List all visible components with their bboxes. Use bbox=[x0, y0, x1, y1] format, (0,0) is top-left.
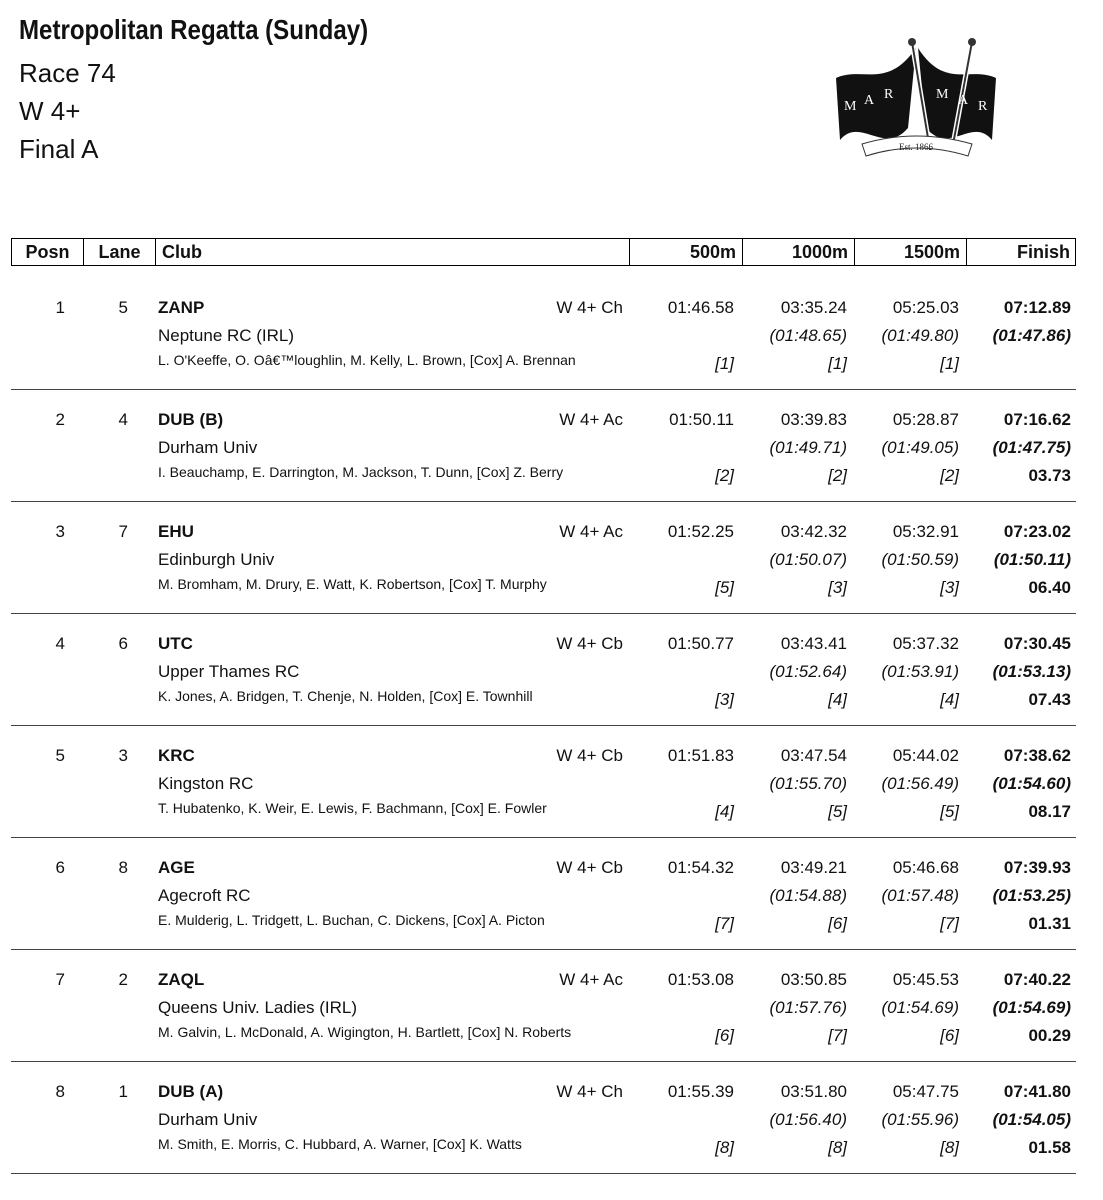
result-club-code: KRC bbox=[158, 746, 195, 765]
finish-margin: 07.43 bbox=[1028, 690, 1071, 709]
finish-time: 07:39.93 bbox=[1003, 858, 1071, 877]
result-club-name: Durham Univ bbox=[158, 438, 258, 457]
rank-500m: [8] bbox=[715, 1138, 734, 1157]
finish-margin: 00.29 bbox=[1028, 1026, 1071, 1045]
result-posn: 1 bbox=[55, 298, 65, 317]
result-crew: T. Hubatenko, K. Weir, E. Lewis, F. Bachmann, [Cox] E. Fowler bbox=[158, 800, 547, 816]
result-row bbox=[11, 838, 1076, 950]
result-crew: L. O'Keeffe, O. Oâ€™loughlin, M. Kelly, L. Brown, [Cox] A. Brennan bbox=[158, 352, 576, 368]
column-500m: 500m bbox=[629, 239, 742, 265]
split-1500m: 05:44.02 bbox=[892, 746, 959, 765]
split-500m: 01:51.83 bbox=[667, 746, 734, 765]
rank-1000m: [1] bbox=[828, 354, 847, 373]
finish-time: 07:30.45 bbox=[1003, 634, 1071, 653]
split-1000m: 03:49.21 bbox=[780, 858, 847, 877]
split-500m: 01:53.08 bbox=[667, 970, 734, 989]
svg-text:R: R bbox=[884, 87, 894, 102]
result-category: W 4+ Ch bbox=[556, 298, 623, 317]
rank-1500m: [6] bbox=[940, 1026, 959, 1045]
split-time-1000m: (01:55.70) bbox=[769, 774, 847, 793]
result-category: W 4+ Ch bbox=[556, 1082, 623, 1101]
result-lane: 4 bbox=[118, 410, 128, 429]
rank-500m: [2] bbox=[715, 466, 734, 485]
column-club: Club bbox=[155, 239, 629, 265]
rank-500m: [4] bbox=[715, 802, 734, 821]
result-club-name: Durham Univ bbox=[158, 1110, 258, 1129]
split-1500m: 05:45.53 bbox=[892, 970, 959, 989]
result-club-name: Kingston RC bbox=[158, 774, 254, 793]
result-lane: 5 bbox=[118, 298, 128, 317]
split-500m: 01:52.25 bbox=[667, 522, 734, 541]
split-time-finish: (01:53.25) bbox=[992, 886, 1071, 905]
rank-1500m: [8] bbox=[940, 1138, 959, 1157]
row-divider bbox=[11, 1173, 1076, 1174]
result-lane: 2 bbox=[118, 970, 128, 989]
result-category: W 4+ Ac bbox=[559, 522, 623, 541]
finish-margin: 01.31 bbox=[1028, 914, 1071, 933]
svg-text:A: A bbox=[958, 93, 969, 108]
result-row bbox=[11, 614, 1076, 726]
result-club-code: EHU bbox=[158, 522, 194, 541]
rank-1500m: [3] bbox=[940, 578, 959, 597]
split-time-finish: (01:47.86) bbox=[992, 326, 1071, 345]
rank-1000m: [4] bbox=[828, 690, 847, 709]
result-category: W 4+ Cb bbox=[556, 746, 623, 765]
result-club-name: Queens Univ. Ladies (IRL) bbox=[158, 998, 358, 1017]
split-time-finish: (01:54.05) bbox=[992, 1110, 1071, 1129]
split-time-1500m: (01:54.69) bbox=[881, 998, 959, 1017]
split-1500m: 05:37.32 bbox=[892, 634, 959, 653]
result-club-code: ZANP bbox=[158, 298, 205, 317]
regatta-logo bbox=[832, 36, 1000, 158]
split-500m: 01:46.58 bbox=[667, 298, 734, 317]
result-posn: 6 bbox=[55, 858, 65, 877]
split-time-1500m: (01:50.59) bbox=[881, 550, 959, 569]
finish-margin: 03.73 bbox=[1028, 466, 1071, 485]
result-row bbox=[11, 950, 1076, 1062]
result-club-code: DUB (B) bbox=[158, 410, 224, 429]
result-crew: K. Jones, A. Bridgen, T. Chenje, N. Holden, [Cox] E. Townhill bbox=[158, 688, 533, 704]
split-time-1000m: (01:56.40) bbox=[769, 1110, 847, 1129]
split-time-1500m: (01:57.48) bbox=[881, 886, 959, 905]
result-club-code: AGE bbox=[158, 858, 195, 877]
finish-time: 07:38.62 bbox=[1003, 746, 1071, 765]
event-name: W 4+ bbox=[19, 96, 81, 126]
rank-1000m: [2] bbox=[828, 466, 847, 485]
split-time-finish: (01:53.13) bbox=[992, 662, 1071, 681]
result-crew: M. Galvin, L. McDonald, A. Wigington, H. Bartlett, [Cox] N. Roberts bbox=[158, 1024, 572, 1040]
rank-1500m: [4] bbox=[940, 690, 959, 709]
split-time-1500m: (01:53.91) bbox=[881, 662, 959, 681]
split-time-1000m: (01:54.88) bbox=[769, 886, 847, 905]
rank-1000m: [3] bbox=[828, 578, 847, 597]
split-time-1000m: (01:50.07) bbox=[769, 550, 847, 569]
split-1000m: 03:51.80 bbox=[780, 1082, 847, 1101]
result-posn: 2 bbox=[55, 410, 65, 429]
result-posn: 7 bbox=[55, 970, 65, 989]
results-table-header bbox=[11, 238, 1076, 266]
rank-1500m: [5] bbox=[940, 802, 959, 821]
result-club-name: Agecroft RC bbox=[158, 886, 251, 905]
split-1000m: 03:47.54 bbox=[780, 746, 847, 765]
column-lane: Lane bbox=[83, 239, 155, 265]
split-time-1000m: (01:49.71) bbox=[769, 438, 847, 457]
svg-text:R: R bbox=[978, 99, 988, 114]
result-row bbox=[11, 726, 1076, 838]
split-time-1500m: (01:49.80) bbox=[881, 326, 959, 345]
result-crew: E. Mulderig, L. Tridgett, L. Buchan, C. Dickens, [Cox] A. Picton bbox=[158, 912, 545, 928]
split-1000m: 03:43.41 bbox=[780, 634, 847, 653]
split-time-1500m: (01:55.96) bbox=[881, 1110, 959, 1129]
finish-margin: 06.40 bbox=[1028, 578, 1071, 597]
result-club-name: Neptune RC (IRL) bbox=[158, 326, 295, 345]
result-lane: 3 bbox=[118, 746, 128, 765]
result-row bbox=[11, 502, 1076, 614]
split-500m: 01:55.39 bbox=[667, 1082, 734, 1101]
split-time-1500m: (01:56.49) bbox=[881, 774, 959, 793]
split-1500m: 05:46.68 bbox=[892, 858, 959, 877]
rank-1500m: [1] bbox=[940, 354, 959, 373]
result-club-code: ZAQL bbox=[158, 970, 205, 989]
result-crew: I. Beauchamp, E. Darrington, M. Jackson, T. Dunn, [Cox] Z. Berry bbox=[158, 464, 564, 480]
split-time-1500m: (01:49.05) bbox=[881, 438, 959, 457]
split-500m: 01:50.11 bbox=[669, 410, 734, 429]
result-posn: 8 bbox=[55, 1082, 65, 1101]
split-1000m: 03:39.83 bbox=[780, 410, 847, 429]
split-time-1000m: (01:52.64) bbox=[769, 662, 847, 681]
column-1500m: 1500m bbox=[854, 239, 966, 265]
split-time-1000m: (01:48.65) bbox=[769, 326, 847, 345]
result-posn: 3 bbox=[55, 522, 65, 541]
column-posn: Posn bbox=[25, 242, 70, 262]
split-time-finish: (01:47.75) bbox=[992, 438, 1071, 457]
rank-1000m: [6] bbox=[828, 914, 847, 933]
split-time-1000m: (01:57.76) bbox=[769, 998, 847, 1017]
split-1500m: 05:28.87 bbox=[892, 410, 959, 429]
finish-margin: 01.58 bbox=[1028, 1138, 1071, 1157]
result-lane: 6 bbox=[118, 634, 128, 653]
column-finish: Finish bbox=[966, 239, 1076, 265]
rank-500m: [6] bbox=[715, 1026, 734, 1045]
finish-time: 07:16.62 bbox=[1003, 410, 1071, 429]
result-club-code: UTC bbox=[158, 634, 193, 653]
final-name: Final A bbox=[19, 134, 99, 164]
result-category: W 4+ Cb bbox=[556, 634, 623, 653]
split-500m: 01:50.77 bbox=[667, 634, 734, 653]
page-title: Metropolitan Regatta (Sunday) bbox=[19, 14, 369, 45]
rank-500m: [3] bbox=[715, 690, 734, 709]
result-lane: 1 bbox=[118, 1082, 128, 1101]
race-number: Race 74 bbox=[19, 58, 116, 88]
result-category: W 4+ Ac bbox=[559, 970, 623, 989]
finish-time: 07:41.80 bbox=[1003, 1082, 1071, 1101]
rank-1500m: [7] bbox=[940, 914, 959, 933]
svg-text:M: M bbox=[844, 99, 857, 114]
finish-margin: 08.17 bbox=[1028, 802, 1071, 821]
rank-500m: [7] bbox=[715, 914, 734, 933]
result-crew: M. Smith, E. Morris, C. Hubbard, A. Warner, [Cox] K. Watts bbox=[158, 1136, 522, 1152]
result-crew: M. Bromham, M. Drury, E. Watt, K. Robertson, [Cox] T. Murphy bbox=[158, 576, 547, 592]
rank-1000m: [8] bbox=[828, 1138, 847, 1157]
result-row bbox=[11, 1062, 1076, 1174]
split-1500m: 05:32.91 bbox=[892, 522, 959, 541]
split-time-finish: (01:54.60) bbox=[992, 774, 1071, 793]
split-1500m: 05:25.03 bbox=[892, 298, 959, 317]
result-row bbox=[11, 390, 1076, 502]
split-500m: 01:54.32 bbox=[667, 858, 734, 877]
split-time-finish: (01:50.11) bbox=[993, 550, 1071, 569]
rank-1000m: [7] bbox=[828, 1026, 847, 1045]
result-row bbox=[11, 278, 1076, 390]
rank-1500m: [2] bbox=[940, 466, 959, 485]
column-1000m: 1000m bbox=[742, 239, 854, 265]
result-club-code: DUB (A) bbox=[158, 1082, 224, 1101]
split-time-finish: (01:54.69) bbox=[992, 998, 1071, 1017]
result-category: W 4+ Ac bbox=[559, 410, 623, 429]
svg-text:A: A bbox=[864, 93, 875, 108]
result-lane: 7 bbox=[118, 522, 128, 541]
split-1500m: 05:47.75 bbox=[892, 1082, 959, 1101]
finish-time: 07:23.02 bbox=[1003, 522, 1071, 541]
split-1000m: 03:42.32 bbox=[780, 522, 847, 541]
rank-500m: [1] bbox=[715, 354, 734, 373]
result-category: W 4+ Cb bbox=[556, 858, 623, 877]
finish-time: 07:40.22 bbox=[1003, 970, 1071, 989]
rank-1000m: [5] bbox=[828, 802, 847, 821]
result-lane: 8 bbox=[118, 858, 128, 877]
result-club-name: Upper Thames RC bbox=[158, 662, 300, 681]
svg-text:M: M bbox=[936, 87, 949, 102]
split-1000m: 03:35.24 bbox=[780, 298, 847, 317]
result-posn: 4 bbox=[55, 634, 65, 653]
result-posn: 5 bbox=[55, 746, 65, 765]
rank-500m: [5] bbox=[715, 578, 734, 597]
result-club-name: Edinburgh Univ bbox=[158, 550, 275, 569]
finish-time: 07:12.89 bbox=[1003, 298, 1071, 317]
svg-text:Est. 1866: Est. 1866 bbox=[898, 142, 934, 152]
split-1000m: 03:50.85 bbox=[780, 970, 847, 989]
